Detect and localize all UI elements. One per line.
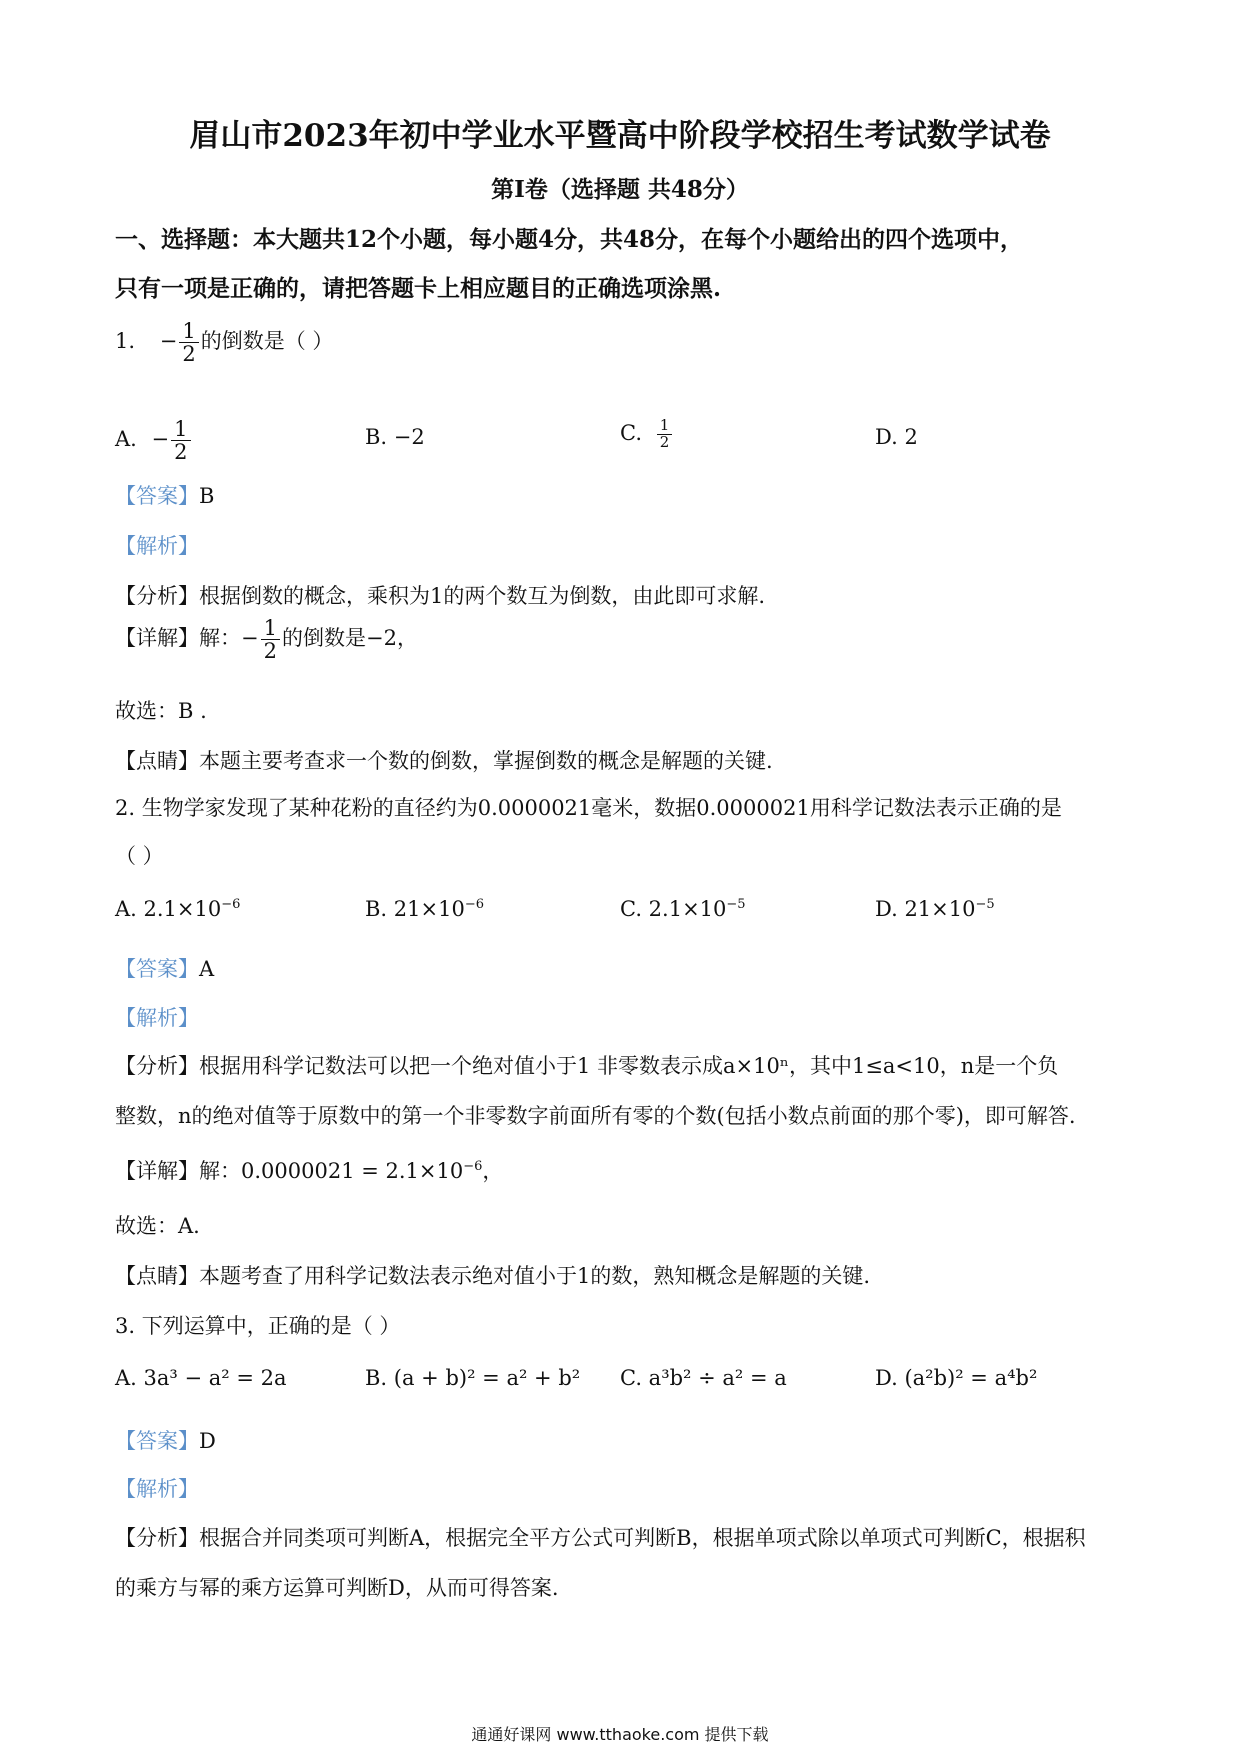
q2-option-b-exp: −6 bbox=[464, 897, 484, 912]
q1-option-c-fraction bbox=[657, 418, 673, 451]
q1-number: 1. bbox=[115, 329, 136, 354]
q1-analysis-label: 【解析】 bbox=[115, 534, 199, 558]
answer-label: 【答案】 bbox=[115, 484, 199, 508]
q2-option-b-base: B. 21×10 bbox=[365, 897, 465, 921]
q1-xiangjie-post: 的倒数是−2， bbox=[281, 626, 418, 651]
section-instruction-line1: 一、选择题：本大题共12个小题，每小题4分，共48分，在每个小题给出的四个选项中， bbox=[115, 226, 1024, 253]
q2-option-a-exp: −6 bbox=[221, 897, 241, 912]
q2-option-c bbox=[620, 897, 746, 921]
q2-xiangjie bbox=[115, 1155, 503, 1185]
q3-fenxi-line1 bbox=[115, 1522, 1086, 1552]
fenxi-label: 【分析】 bbox=[115, 1526, 199, 1550]
q2-xiangjie-text: 解：0.0000021 = 2.1×10 bbox=[199, 1159, 464, 1183]
q1-option-a bbox=[115, 418, 193, 463]
answer-label: 【答案】 bbox=[115, 1429, 199, 1453]
q1-frac-sign: − bbox=[159, 329, 178, 354]
q3-option-b: B. (a + b)² = a² + b² bbox=[365, 1366, 581, 1390]
q3-fenxi-text1: 根据合并同类项可判断A，根据完全平方公式可判断B，根据单项式除以单项式可判断C，根据积 bbox=[199, 1526, 1086, 1550]
q2-stem-line1: 2. 生物学家发现了某种花粉的直径约为0.0000021毫米，数据0.0000021用科学记数法表示正确的是 bbox=[115, 796, 1062, 820]
q1-option-a-fraction bbox=[171, 418, 190, 463]
q3-answer bbox=[115, 1425, 216, 1455]
q2-fenxi-text1: 根据用科学记数法可以把一个绝对值小于1 非零数表示成a×10ⁿ，其中1≤a<10，n是一个负 bbox=[199, 1054, 1059, 1078]
q1-xiangjie-den: 2 bbox=[263, 639, 277, 664]
q1-option-a-den: 2 bbox=[174, 440, 188, 465]
section-instruction-line2: 只有一项是正确的，请把答题卡上相应题目的正确选项涂黑. bbox=[115, 275, 722, 302]
q1-answer bbox=[115, 480, 214, 510]
q1-option-d: D. 2 bbox=[875, 425, 918, 449]
q1-stem-text: 的倒数是（ ） bbox=[200, 329, 334, 354]
q2-analysis-label: 【解析】 bbox=[115, 1006, 199, 1030]
q3-analysis-label: 【解析】 bbox=[115, 1477, 199, 1501]
xiangjie-label: 【详解】 bbox=[115, 626, 199, 651]
page-subtitle: 第I卷（选择题 共48分） bbox=[491, 176, 749, 203]
q1-stem bbox=[115, 320, 333, 365]
q2-option-b bbox=[365, 897, 484, 921]
q2-fenxi-line1 bbox=[115, 1050, 1058, 1080]
q3-answer-value: D bbox=[199, 1429, 216, 1453]
q1-fenxi bbox=[115, 580, 765, 610]
q1-xiangjie-pre: 解： bbox=[199, 626, 241, 651]
q1-frac-num: 1 bbox=[179, 320, 198, 343]
q1-option-c-label: C. bbox=[620, 420, 642, 445]
q1-xiangjie-fraction bbox=[261, 617, 280, 662]
q1-option-c-den: 2 bbox=[659, 432, 670, 451]
q2-option-a-base: A. 2.1×10 bbox=[115, 897, 222, 921]
dianjing-label: 【点睛】 bbox=[115, 749, 199, 773]
q3-option-c: C. a³b² ÷ a² = a bbox=[620, 1366, 787, 1390]
q2-answer bbox=[115, 953, 214, 983]
q1-fenxi-text: 根据倒数的概念，乘积为1的两个数互为倒数，由此即可求解. bbox=[199, 584, 766, 608]
q1-xiangjie bbox=[115, 617, 418, 662]
q2-dianjing bbox=[115, 1260, 870, 1290]
q3-fenxi-line2: 的乘方与幂的乘方运算可判断D，从而可得答案. bbox=[115, 1576, 559, 1600]
q1-dianjing-text: 本题主要考查求一个数的倒数，掌握倒数的概念是解题的关键. bbox=[199, 749, 773, 773]
q2-option-d-base: D. 21×10 bbox=[875, 897, 976, 921]
q1-guxuan: 故选：B . bbox=[115, 699, 207, 723]
q2-option-d-exp: −5 bbox=[975, 897, 995, 912]
q1-option-a-num: 1 bbox=[171, 418, 190, 441]
q2-option-c-exp: −5 bbox=[726, 897, 746, 912]
q3-option-d: D. (a²b)² = a⁴b² bbox=[875, 1366, 1038, 1390]
q2-option-c-base: C. 2.1×10 bbox=[620, 897, 727, 921]
q2-fenxi-line2: 整数，n的绝对值等于原数中的第一个非零数字前面所有零的个数(包括小数点前面的那个零)，即可解答. bbox=[115, 1104, 1076, 1128]
q2-stem-line2: （ ） bbox=[115, 844, 164, 868]
q2-xiangjie-end: ， bbox=[482, 1159, 504, 1183]
q1-option-c-num: 1 bbox=[657, 418, 673, 435]
fenxi-label: 【分析】 bbox=[115, 584, 199, 608]
q3-stem: 3. 下列运算中，正确的是（ ） bbox=[115, 1314, 401, 1338]
page-title: 眉山市2023年初中学业水平暨高中阶段学校招生考试数学试卷 bbox=[189, 118, 1051, 154]
q1-option-c bbox=[620, 418, 674, 451]
q1-frac-den: 2 bbox=[182, 342, 196, 367]
q2-answer-value: A bbox=[199, 957, 215, 981]
answer-label: 【答案】 bbox=[115, 957, 199, 981]
q2-option-a bbox=[115, 897, 240, 921]
dianjing-label: 【点睛】 bbox=[115, 1264, 199, 1288]
q3-option-a: A. 3a³ − a² = 2a bbox=[115, 1366, 287, 1390]
fenxi-label: 【分析】 bbox=[115, 1054, 199, 1078]
q1-xiangjie-sign: − bbox=[241, 626, 259, 651]
q1-xiangjie-num: 1 bbox=[261, 617, 280, 640]
q2-xiangjie-exp: −6 bbox=[463, 1159, 483, 1174]
q1-dianjing bbox=[115, 745, 773, 775]
page-footer: 通通好课网 www.tthaoke.com 提供下载 bbox=[471, 1725, 769, 1744]
q1-answer-value: B bbox=[199, 484, 215, 508]
q1-option-a-sign: − bbox=[151, 427, 170, 452]
q1-option-b: B. −2 bbox=[365, 425, 425, 449]
q2-option-d bbox=[875, 897, 995, 921]
xiangjie-label: 【详解】 bbox=[115, 1159, 199, 1183]
q1-option-a-label: A. bbox=[115, 427, 137, 452]
q2-guxuan: 故选：A. bbox=[115, 1214, 200, 1238]
q2-dianjing-text: 本题考查了用科学记数法表示绝对值小于1的数，熟知概念是解题的关键. bbox=[199, 1264, 871, 1288]
q1-fraction bbox=[179, 320, 198, 365]
